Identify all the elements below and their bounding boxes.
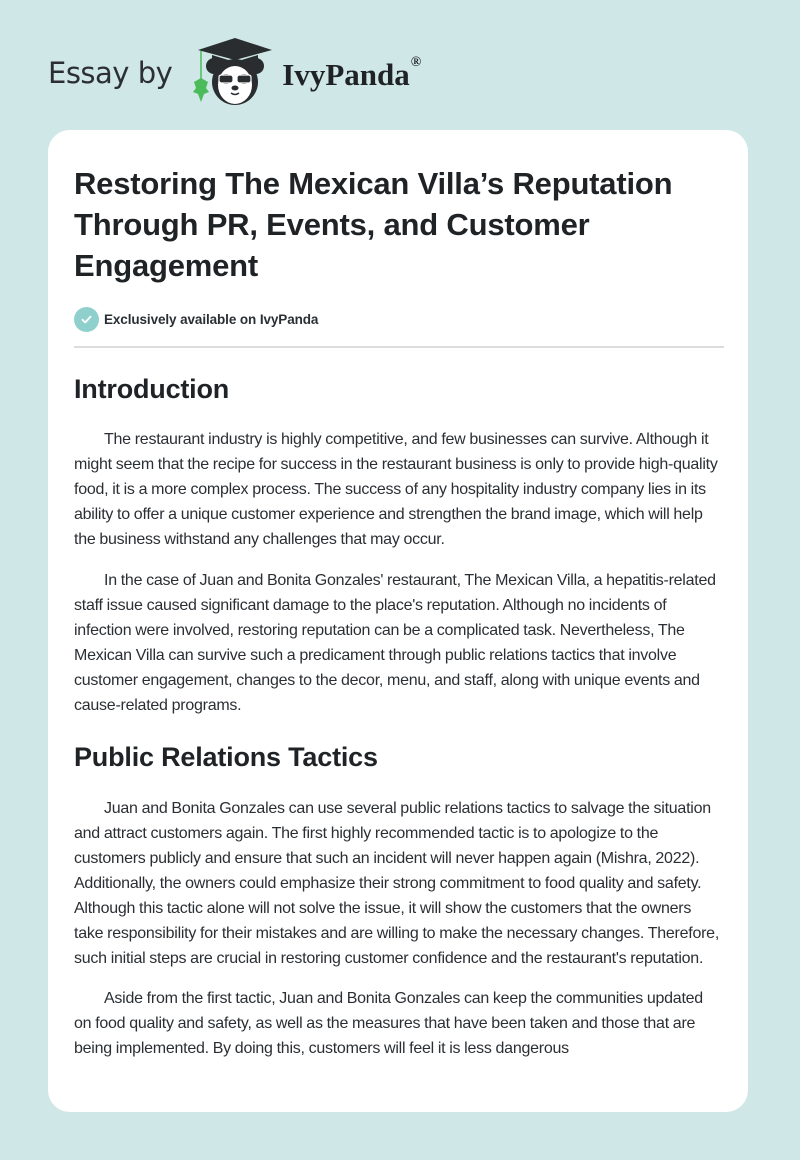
site-header: [48, 36, 421, 108]
panda-logo-icon[interactable]: [190, 36, 276, 108]
brand-name-text: IvyPanda: [282, 57, 410, 92]
essay-by-label: Essay by: [48, 56, 173, 90]
paragraph: The restaurant industry is highly competitive, and few businesses can survive. Although it might seem that the recipe for success in the restaurant business is only to provide high-quality food, it is a more complex process. The success of any hospitality industry company lies in its ability to offer a unique customer experience and strengthen the brand image, which will help the business withstand any challenges that may occur.: [74, 431, 718, 548]
registered-mark: ®: [410, 55, 422, 70]
exclusive-text: Exclusively available on IvyPanda: [104, 311, 319, 327]
paragraph: In the case of Juan and Bonita Gonzales' restaurant, The Mexican Villa, a hepatitis-related staff issue caused significant damage to the place's reputation. Although no incidents of infection were involved, restoring reputation can be a complicated task. Nevertheless, The Mexican Villa can survive such a predicament through public relations tactics that involve customer engagement, changes to the decor, menu, and staff, along with unique events and cause-related programs.: [74, 572, 716, 714]
paragraph: Juan and Bonita Gonzales can use several public relations tactics to salvage the situation and attract customers again. The first highly recommended tactic is to apologize to the customers publicly and ensure that such an incident will never happen again (Mishra, 2022). Additionally, the owners could emphasize their strong commitment to food quality and safety. Although this tactic alone will not solve the issue, it will show the customers that the owners take responsibility for their mistakes and are willing to make the necessary changes. Therefore, such initial steps are crucial in restoring customer confidence and the restaurant's reputation.: [74, 800, 720, 967]
exclusive-badge: [74, 306, 722, 332]
brand-name[interactable]: [282, 57, 421, 93]
check-circle-icon: [74, 307, 99, 332]
section-heading-public-relations-tactics: Public Relations Tactics: [74, 742, 378, 772]
divider: [74, 346, 724, 348]
section-heading-introduction: Introduction: [74, 374, 230, 404]
essay-card: [48, 130, 748, 1112]
paragraph: Aside from the first tactic, Juan and Bonita Gonzales can keep the communities updated on food quality and safety, as well as the measures that have been taken and those that are being implemented. By doing this, customers will feel it is less dangerous: [74, 990, 703, 1057]
essay-title: Restoring The Mexican Villa’s Reputation Through PR, Events, and Customer Engagement: [74, 166, 673, 283]
